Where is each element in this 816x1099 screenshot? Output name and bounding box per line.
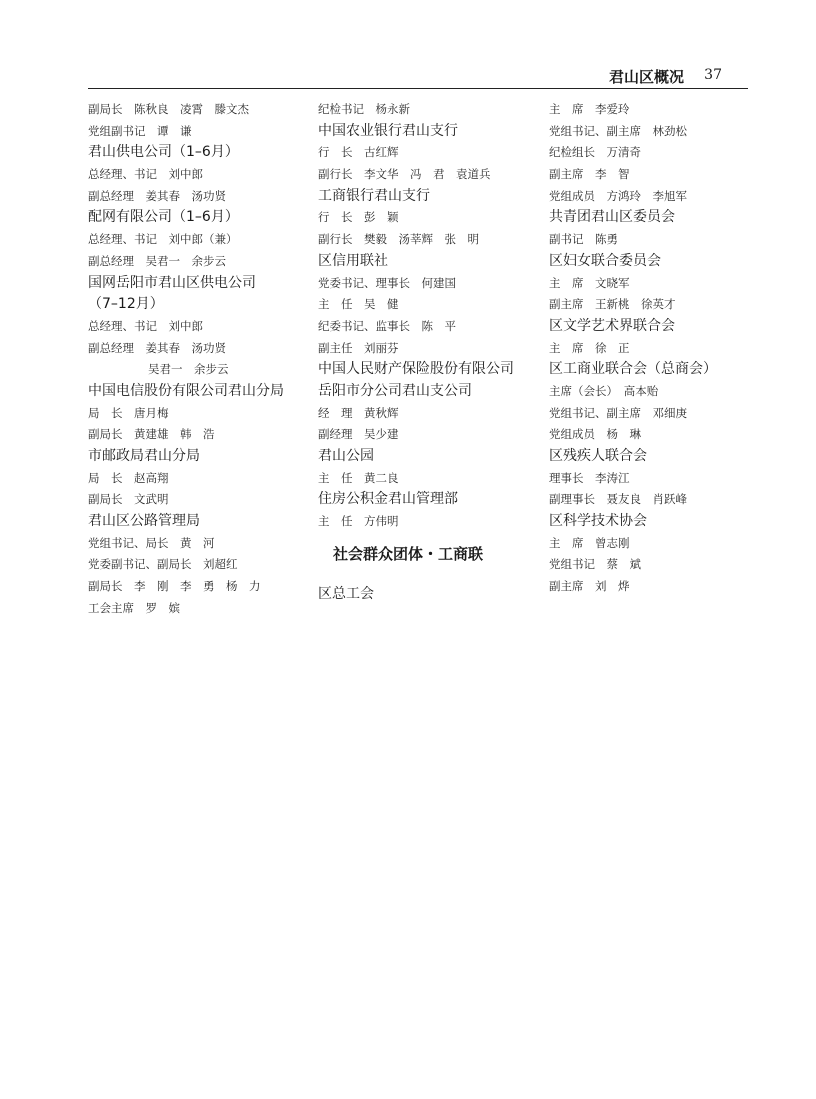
running-header: [88, 62, 748, 89]
person-entry: 副经理 吴少建: [318, 427, 399, 442]
section-title: 社会群众团体・工商联: [333, 544, 484, 563]
person-entry: 党组书记、副主席 林劲松: [549, 123, 687, 138]
organization-heading: 区信用联社: [318, 252, 388, 269]
person-entry: 主 任 吴 健: [318, 297, 399, 312]
person-entry: 副局长 黄建雄 韩 浩: [88, 427, 215, 442]
page-number: 37: [704, 67, 722, 83]
header-title: 君山区概况: [608, 68, 684, 86]
person-entry: 党组成员 方鸿玲 李旭军: [549, 188, 687, 203]
organization-heading: 工商银行君山支行: [318, 187, 430, 204]
person-entry: 主 席 文晓军: [549, 275, 630, 290]
person-entry: 副局长 陈秋良 凌霄 滕文杰: [88, 102, 249, 116]
organization-heading: 区妇女联合委员会: [549, 252, 661, 269]
organization-heading: 中国电信股份有限公司君山分局: [88, 382, 284, 399]
organization-heading: 区总工会: [318, 585, 374, 602]
column-1: [88, 99, 313, 620]
person-entry: 副主任 刘丽芬: [318, 340, 399, 355]
person-entry: 工会主席 罗 嫔: [88, 600, 180, 615]
organization-heading: 岳阳市分公司君山支公司: [318, 382, 472, 399]
person-entry: 纪检书记 杨永新: [318, 102, 410, 116]
organization-heading: 市邮政局君山分局: [88, 448, 200, 464]
person-entry: 主 席 曾志刚: [549, 535, 630, 550]
organization-heading: 国网岳阳市君山区供电公司: [88, 274, 256, 291]
person-entry: 纪检组长 万清奇: [549, 145, 641, 160]
person-entry: 党组成员 杨 琳: [549, 427, 641, 442]
person-entry: 主 席 李爱玲: [549, 102, 630, 116]
person-entry: 纪委书记、监事长 陈 平: [318, 318, 456, 333]
person-entry: 党组书记、局长 黄 河: [88, 535, 215, 550]
person-entry: 副书记 陈勇: [549, 232, 618, 247]
person-entry: 吴君一 余步云: [148, 362, 229, 377]
person-entry: 副理事长 聂友良 肖跃峰: [549, 492, 687, 507]
person-entry: 经 理 黄秋辉: [318, 405, 399, 420]
organization-heading: 区科学技术协会: [549, 513, 647, 530]
column-3: [549, 99, 774, 598]
organization-heading: 君山供电公司（1–6月）: [88, 144, 239, 161]
person-entry: 党组书记、副主席 邓细庚: [549, 405, 687, 420]
spacer: [318, 576, 543, 584]
organization-heading: 君山公园: [318, 448, 374, 464]
column-2: [318, 99, 543, 605]
organization-heading: 区工商业联合会（总商会）: [549, 361, 717, 378]
organization-heading: 区残疾人联合会: [549, 448, 647, 464]
person-entry: 副行长 樊毅 汤莘辉 张 明: [318, 232, 479, 247]
person-entry: 主 席 徐 正: [549, 340, 630, 355]
organization-heading: 区文学艺术界联合会: [549, 317, 675, 334]
person-entry: 主 任 方伟明: [318, 514, 399, 529]
organization-heading: 中国人民财产保险股份有限公司: [318, 361, 514, 378]
person-entry: 局 长 唐月梅: [88, 405, 169, 420]
person-entry: 党委副书记、副局长 刘超红: [88, 557, 238, 572]
organization-heading: 配网有限公司（1–6月）: [88, 209, 239, 226]
person-entry: 行 长 彭 颖: [318, 210, 399, 225]
organization-heading: 中国农业银行君山支行: [318, 122, 458, 139]
organization-heading: 君山区公路管理局: [88, 513, 200, 530]
person-entry: 副主席 李 智: [549, 167, 630, 182]
person-entry: 总经理、书记 刘中郎（兼）: [88, 232, 238, 247]
person-entry: 副行长 李文华 冯 君 袁道兵: [318, 167, 491, 182]
organization-heading: （7–12月）: [88, 296, 164, 313]
person-entry: 行 长 古红辉: [318, 145, 399, 160]
person-entry: 副主席 刘 烨: [549, 579, 630, 594]
person-entry: 党组副书记 谭 谦: [88, 123, 192, 138]
person-entry: 副总经理 姜其春 汤功贤: [88, 340, 226, 355]
person-entry: 主 任 黄二良: [318, 470, 399, 485]
person-entry: 副局长 文武明: [88, 492, 169, 507]
person-entry: 总经理、书记 刘中郎: [88, 318, 203, 333]
person-entry: 局 长 赵高翔: [88, 470, 169, 485]
person-entry: 理事长 李涛江: [549, 470, 630, 485]
person-entry: 副局长 李 刚 李 勇 杨 力: [88, 579, 261, 594]
person-entry: 副总经理 吴君一 余步云: [88, 253, 226, 268]
person-entry: 副总经理 姜其春 汤功贤: [88, 188, 226, 203]
person-entry: 总经理、书记 刘中郎: [88, 167, 203, 182]
person-entry: 党委书记、理事长 何建国: [318, 275, 456, 290]
organization-heading: 住房公积金君山管理部: [318, 491, 458, 508]
organization-heading: 共青团君山区委员会: [549, 209, 675, 226]
person-entry: 副主席 王新桃 徐英才: [549, 297, 676, 312]
person-entry: 主席（会长） 高本贻: [549, 383, 659, 398]
person-entry: 党组书记 蔡 斌: [549, 557, 641, 572]
